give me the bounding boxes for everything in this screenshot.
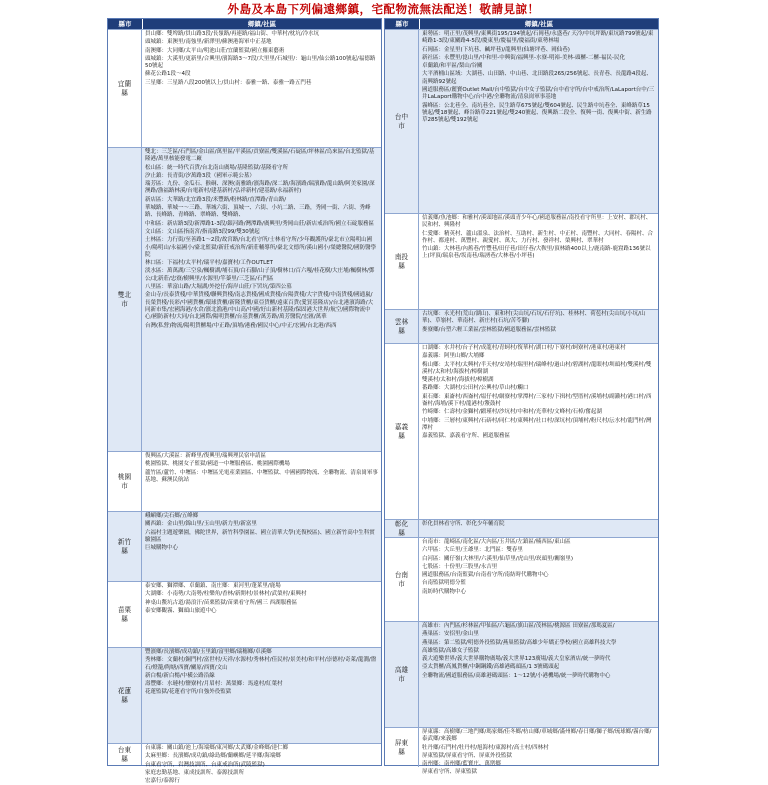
- town-list: [142, 648, 381, 743]
- town-line: 林口區：下福村/太平村/瑞平村/嘉寶村/工作OUTLET: [145, 260, 274, 267]
- county-name: [108, 582, 142, 647]
- town-line: 大湖鄉：小南勢/大南勢/柱樂角/香林/新開村/景林村/武榮村/東興村: [145, 591, 307, 598]
- town-list: [419, 214, 658, 309]
- county-label: 新竹縣: [117, 538, 132, 555]
- county-name: [108, 30, 142, 147]
- town-line: 六甲區：大丘里/王爺里：北門區：雙春里: [422, 547, 523, 554]
- town-line: 汐止鎮：長青街/汐萬路3段（國軍示範公墓）: [145, 172, 255, 179]
- town-line: 雙溪村/太和村/海拔村/樟樹湖: [422, 377, 494, 384]
- page-title: 外島及本島下列偏遠鄉鎮，宅配物流無法配送！敬請見諒！: [227, 2, 540, 16]
- county-label: 宜蘭縣: [117, 80, 132, 97]
- town-line: 員山鄉：雙埤路/員山路3段/長嶺路/再連路/福山街、中華村/枕坑/冷水坑: [145, 31, 320, 37]
- town-line: 蘆竹區/蘆竹、中壢區：中壢區光電產業園區、中壢監獄、中國國際物流、全聯物流、清泉崗軍事基地、蘇澳民航站: [145, 469, 378, 483]
- town-line: 家庭忠勤基地、東成技訓所、泰源技訓所: [145, 769, 245, 776]
- town-line: 泰安鄉觀霧、獅頭山旅遊中心: [145, 607, 217, 614]
- county-section: [385, 727, 658, 776]
- county-label: 南投縣: [394, 253, 409, 270]
- town-line: 古坑鄉：永光村(荒山/湖山)、東和村(尖山坑/石坑/石仔坑)、桂林村、荷苞村(尖山坑/小坑/山華)、草嶺村、華南村、新庄村(石坑/苦苓腳): [422, 311, 646, 325]
- town-line: 蘇花公路1段～4段: [145, 71, 191, 78]
- town-list: [142, 744, 381, 785]
- town-list: [419, 30, 658, 213]
- town-line: 新白楊/新白楊/中橫公路沿線: [145, 672, 215, 679]
- county-name: [385, 538, 419, 621]
- town-line: 關西鎮：金山里/錦山里/玉山里/新力里/新富里: [145, 521, 257, 528]
- left-table: [107, 18, 382, 785]
- town-line: 南澳鄉：大同鄉/太平山/明池山莊/宜蘭監獄/國立羅東藝術: [145, 47, 285, 54]
- town-line: 泰安鄉、獅潭鄉、卓蘭鎮、南庄鄉：東河里/蓬萊里/鹿場: [145, 583, 281, 589]
- town-line: 麥寮鄉/台塑六輕工業區/雲林監獄/國道服務區/雲林監獄: [422, 326, 556, 333]
- town-line: 東勢區：明正里/茂興里/東興街195/194號起/石岡巷/永盛巷/ 天冷/中坑坪路/東坑路799號起/東崎路1-3段/東關路4-5段/慶東里/慶福里/慶福街/東勢林場: [422, 31, 654, 45]
- town-line: 中埔鄉：三層村/東興村/石硦村/同仁村/東興村/社口村/深坑村/頂埔村/粉尺村/沄水村/龍門村/灣潭村: [422, 417, 652, 431]
- county-section: [108, 147, 381, 451]
- town-line: 番路鄉：大湖村/公田村/公興村/草山村/觸口: [422, 385, 529, 392]
- county-section: [385, 309, 658, 343]
- town-line: 花蓮監獄/花蓮看守所/自強外役監獄: [145, 689, 232, 696]
- town-line: 豐濱鄉/長濱鄉/成功鎮/玉里鎮/富里鄉/瑞穗鄉/卓溪鄉: [145, 649, 272, 655]
- town-line: 秀林鄉：文蘭村/銅門村/富世村/天祥/水源村/秀林村/佳民村/景美村/和平村/崇德村/奇萊/龍澗/盤石/燈籠/陶塘/西寶/關原/西寶/文山: [145, 657, 377, 671]
- town-list: [142, 30, 381, 147]
- town-line: 白河區：關仔嶺(大林里/六溪里/仙草里/虎山里/崁頭里/關嶺里): [422, 555, 574, 562]
- county-section: [108, 511, 381, 581]
- county-section: [385, 621, 658, 727]
- town-line: 仁愛鄉：精英村、蘆山溫泉、法治村、互助村、新生村、中正村、南豐村、大同村、春陽村、合作村、都達村、萬豐村、親愛村、萬大、力行村、發祥村、榮興村、翠華村: [422, 230, 654, 244]
- town-line: 松山區：統一時代百貨/台北南山廣場/基隆監獄/基隆看守所: [145, 164, 289, 171]
- town-line: 彰化員林看守所、彰化少年輔育院: [422, 521, 505, 527]
- town-line: 石岡區：金星里(下坑巷、鹹坪巷)/龍興里(仙塘坪巷、岡仙巷): [422, 46, 570, 53]
- town-line: 竹崎鄉：仁壽村/金獅村/緞瑾村/沙坑村/中和村/光華村/文峰村/石棹/奮起湖: [422, 409, 602, 416]
- town-line: 霧峰區：公北巷全、南坑巷全、民生路草675號起/雙604號起、民生路中坑巷全、東峰路草15號起/雙18號起、峰谷路草221號起/雙240號起、復興路二段全、復興一街、復興中街、新生路草285號起/雙192號起: [422, 102, 652, 124]
- header-towns: 鄉鎮/社區: [524, 20, 554, 28]
- town-line: 土林區：力行街/至善路1～2段/故宮路/台北看守所/士林看守所/少年觀護所/臺北市立陽明山國小/陽明山/永福國小/臺北監獄/新莊戒治所/新莊輔導所/臺北文德所/溪山國小/榮總醫院/國防醫學院: [145, 237, 377, 258]
- town-line: 嘉義縣：阿里山鄉/大埔鄉: [422, 353, 485, 360]
- town-line: 三星鄉：三星路八段200號以上/員山村：泰雅一路、泰雅一路五門巷: [145, 79, 312, 86]
- county-section: [108, 581, 381, 647]
- town-line: 高雄市：內門區/杉林區/甲仙區/六龜區/旗山區/茂林區/桃源區 田寮區/那瑪夏區/: [422, 623, 615, 629]
- town-line: 國道服務區/台南監獄/台南看守所/南紡時代購物中心: [422, 572, 549, 579]
- town-list: [419, 520, 658, 537]
- county-name: [108, 648, 142, 743]
- county-name: [385, 214, 419, 309]
- town-line: 頭城鎮：大溪里/更新里/合興里/濱海路3～7段/大里里/石城里/：龜山里/仙公路100號起/福德路50號起: [145, 55, 376, 70]
- town-line: 口湖鄉：水井村/台子村/成龍村/青蚵村/復華村/湖口村/下寮村/蚵寮村/港東村/港東村: [422, 345, 626, 351]
- town-line: 牡丹鄉/石門村/牡丹村/旭海村/東源村/高士村/四林村: [422, 744, 549, 751]
- county-name: [385, 728, 419, 767]
- town-line: 信義鄉/魚池鄉：和雅村/溪頭地區/溪頭青少年心/國道服務區/南投看守所里：上安村、郡坑村、民和村、興隆村: [422, 215, 652, 229]
- town-line: 華城路、華城一～三路、華城六街、頂城一、六街、小坑二路、三路，秀岡一街、六街、秀峰路、長峰路、青峰路、翠峰路、雙峰路、: [145, 205, 371, 219]
- county-section: [385, 29, 658, 213]
- town-line: 淡水區：萬萬湖/三空泉/楓樹湖/埔石頂/白石腳/山子頂/樹林口/百六嘎/桂花樹/大庄埔/楓樹林/鄧公/北新莊/忠寮/樹興里/水源里/竿蓁里/三芝區/石門區: [145, 268, 375, 282]
- town-line: 亞太貨櫃/高鳳貨櫃/中鋼鋼鐵/高雄港碼頭區/1 3號碼頭起: [422, 664, 560, 671]
- town-list: [142, 148, 381, 451]
- county-label: 嘉義縣: [394, 423, 409, 440]
- town-line: 屏東監獄/屏東看守所、屏東外役監獄: [422, 752, 512, 759]
- county-label: 屏東縣: [394, 739, 409, 756]
- town-line: 梅山鄉：太平村/太興村/半天村/安靖村/瑞里村/瑞峰村/過山村/碧湖村/龍眼村/圳頭村/雙溪村/雙溪村/太和村/海拔村/樟樹湖: [422, 361, 652, 375]
- town-line: 巨城購物中心: [145, 545, 179, 552]
- county-section: [385, 537, 658, 621]
- town-line: 燕巢區：安招里/金山里: [422, 631, 479, 638]
- town-line: 全聯物流/國道服務區/高雄港碼頭區：1～12號/小港機場/統一夢時代購物中心: [422, 672, 611, 679]
- town-line: 頭城鎮：東澳里/南強里/新澤里/蘇澳港海軍中正基地: [145, 39, 272, 46]
- county-label: 高雄市: [394, 666, 409, 683]
- town-list: [142, 582, 381, 647]
- town-line: 新社區：永豐里/崑山里/中和里-中興街/福興里-水寮-明裕-美林-頭櫃-二櫃-福民-民化: [422, 54, 625, 61]
- county-section: [385, 213, 658, 309]
- county-name: [108, 744, 142, 765]
- town-line: 七股區：十份里/三股里/永吉里: [422, 563, 498, 570]
- town-line: 峨嵋鄉/尖石鄉/五峰鄉: [145, 513, 199, 519]
- county-label: 台中市: [394, 113, 409, 130]
- town-line: 屏東看守所、屏東監獄: [422, 769, 478, 776]
- town-line: 復興區/大溪區：新峰里/復興里/瑞興理民宿申請區: [145, 453, 267, 459]
- town-line: 義大遊樂世界/義大世界購物廣場/義大世界123廣場/義大皇家酒店/統一夢時代: [422, 656, 611, 663]
- county-name: [385, 520, 419, 537]
- town-list: [419, 310, 658, 343]
- county-label: 彰化縣: [394, 520, 409, 537]
- right-table: [384, 18, 659, 776]
- table-columns: [107, 18, 660, 785]
- county-label: 雲林縣: [394, 318, 409, 335]
- town-line: 瑞芳區：九份、金瓜石、猴硐、深澳(南雅路/濱海路/深二路/海濱路/瑞濱路/龍山路/阿美家園/深澳路/漁福路林溪/台電新村/建基新村/弘祥新村/建基路/永福新村): [145, 181, 375, 195]
- town-line: 宏嘉行/泰源行: [145, 778, 180, 785]
- town-line: 高雄監獄/高雄女子監獄: [422, 647, 479, 654]
- town-list: [419, 538, 658, 621]
- town-line: 台東看守所，岩灣技訓所、台東戒治所(武陵監獄): [145, 761, 265, 768]
- county-label: 花蓮縣: [117, 687, 132, 704]
- town-line: 南州鄉：南州鄉/藍寶庄、萬巒鄉: [422, 761, 501, 768]
- town-line: 八里區：華富山路/大堀湖/外挖仔/海岸山莊/下罟坑/第四公墓: [145, 284, 292, 291]
- county-name: [385, 622, 419, 727]
- town-list: [142, 452, 381, 511]
- town-line: 屏東縣：高樹鄉/三地門鄉/瑪家鄉/佳冬鄉/枋山鄉/車城鄉/滿州鄉/春日鄉/獅子鄉/琉球鄉/霧台鄉/泰武鄉/來義鄉: [422, 729, 652, 743]
- town-line: 文山區：文山區指南宮/指南路3段99/雙30號起: [145, 228, 260, 235]
- town-line: 新店區：大華路/北宜路3段/米豐路/粉林路/直潭路/青山路/: [145, 196, 287, 203]
- town-line: 台灣(私營)物流/陽明貨櫃場/中正路/頂埔/港務/國民中心/中正/宏國/台北港/西西: [145, 322, 337, 329]
- left-table-header: [108, 19, 381, 29]
- county-name: [108, 452, 142, 511]
- town-list: [419, 344, 658, 519]
- county-name: [108, 512, 142, 581]
- town-line: 太麻里鄉：長濱鄉/成功鎮/綠島鄉/蘭嶼鄉/延平鄉/海端鄉: [145, 753, 281, 760]
- county-label: 苗栗縣: [117, 606, 132, 623]
- town-line: 東石鄉：東崙村/西崙村/塭仔村/網寮村/掌潭村/三家村/下揖村/型厝村/溪埔村/副瀨村/港口村/西崙村/海埔/溪下村/龍港村/鰲鼓村: [422, 393, 652, 408]
- county-section: [385, 343, 658, 519]
- town-line: 六福村主題遊樂園，佛陀世界，新竹科學園區、國立清華大學(光復校區)、國立新竹高中生科實驗園區: [145, 529, 375, 543]
- town-line: 國道服務區/麗寶Outlet Mall/台中監獄/台中女子監獄/台中看守所/台中戒治所/LaLaport台中/三井LaLaport購物中心/台中港/全聯物流/清泉崗軍事基地: [422, 87, 655, 101]
- county-label: 台南市: [394, 571, 409, 588]
- header-county: 縣市: [385, 19, 420, 29]
- county-name: [385, 30, 419, 213]
- town-line: 壽豐鄉：水璉村/鹽寮村/月眉村：萬榮鄉：馬遠村/紅葉村: [145, 681, 283, 688]
- town-line: 台東縣：關山鎮/池上/海端鄉/東河鄉/太武鄉/金峰鄉/達仁鄉: [145, 745, 289, 751]
- header-towns: 鄉鎮/社區: [247, 20, 277, 28]
- notice-page: [107, 2, 660, 785]
- town-line: 桃園監獄、桃園女子監獄/國道一中壢服務區、桃園國際機場: [145, 461, 290, 468]
- county-label: 台東縣: [117, 746, 132, 763]
- town-line: 台南市：龍崎區/南化區/大內區/玉井區/左鎮區/楠西區/東山區: [422, 539, 571, 545]
- town-line: 嘉義監獄、嘉義看守所、國道服務區: [422, 433, 511, 440]
- county-name: [385, 310, 419, 343]
- town-list: [419, 622, 658, 727]
- header-county: 縣市: [108, 19, 143, 29]
- county-section: [108, 451, 381, 511]
- right-table-header: [385, 19, 658, 29]
- town-list: [142, 512, 381, 581]
- town-line: 卓蘭鎮/和平區/梨山/谷關: [422, 63, 483, 70]
- town-line: 台南監獄明德分監: [422, 580, 467, 587]
- town-line: 燕巢區：第二監獄/明德外役監獄/燕巢監獄/高雄少年矯正學校/國立高雄科技大學: [422, 639, 617, 646]
- county-section: [108, 743, 381, 785]
- county-section: [385, 519, 658, 537]
- county-label: 桃園市: [117, 473, 132, 490]
- town-line: 南紡時代購物中心: [422, 588, 467, 595]
- county-name: [385, 344, 419, 519]
- town-line: 金山寺/長泰貨棧/中華貨棧/聯興貨棧/南志貨棧/國成貨棧/台陽貨棧/大宇貨棧/中南貨棧/國通嵐/長榮貨棧/長彩/中國貨櫃/環球貨櫃/新隆貨櫃/東亞貨櫃/遠東百貨(愛買基隆店)/台北港濱海路/大同新市集/宏國海港/水倉/濱北漁港/中山高/中國/好山新村基隆/保固港大世界/航空/國際物流中心/國防新村/大同/台北國際/陽明貨櫃/台基貨櫃/萬芳路/萬芳醫院/宏匯/萬華: [145, 292, 374, 321]
- county-label: 雙北市: [117, 291, 132, 308]
- town-line: 大平酒桶山區域：大湖巷、山田路、中山巷、北田路段265/256號起、長青巷、長龍路4段起、南興路92號起: [422, 71, 652, 85]
- town-list: [419, 728, 658, 776]
- county-name: [108, 148, 142, 451]
- county-section: [108, 29, 381, 147]
- town-line: 雙北：三芝區/石門區/金山區/萬里區/平溪區/貢寮區/雙溪區/石碇區/坪林區/烏來區/台北監獄/基隆港/萬里核能發電二廠: [145, 149, 375, 163]
- town-line: 中和區：新店路3段/新潭路1-3段/銀河路/灣潭路/廣興里/秀岡山莊/新店戒治所/國立石碇服務區: [145, 220, 374, 227]
- town-line: 神桌山鱉坑古道/湯浪汗/苗栗監獄/苗栗看守所/國三 西湖服務區: [145, 599, 298, 606]
- town-line: 竹山鎮：大林巷/內舊巷/竹豐巷/田仔巷/田仔巷/大鞍里/頂林路400以上/鹿南路-鹿窟路136號以上(坪頂/瑞泉巷/坂南巷/瑞湧巷/大林巷/小坪巷): [422, 246, 651, 260]
- county-section: [108, 647, 381, 743]
